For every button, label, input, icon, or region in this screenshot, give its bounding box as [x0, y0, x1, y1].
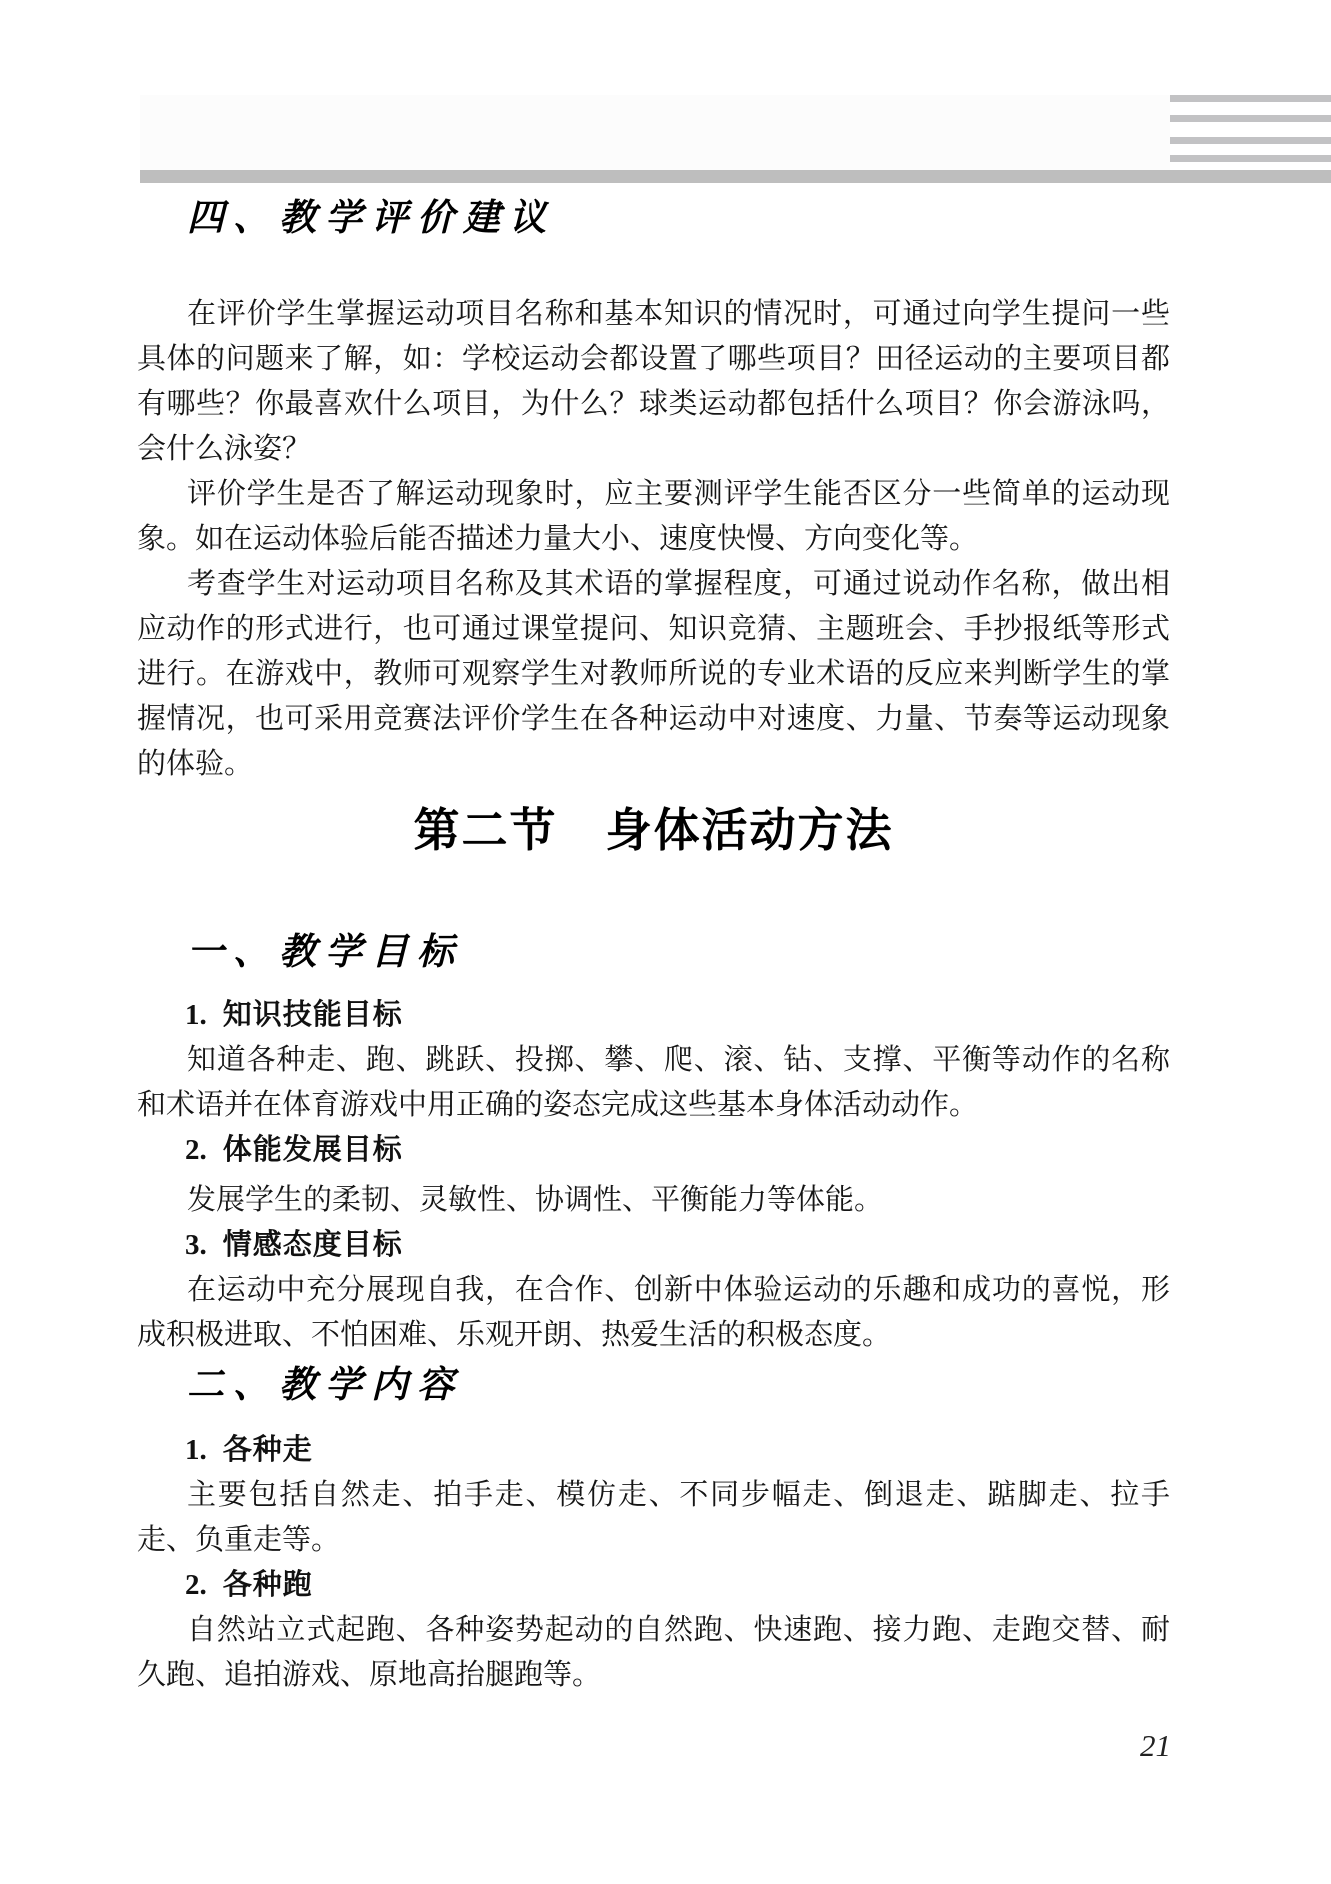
header-stripe: [1170, 95, 1331, 102]
goal-item-title: 知识技能目标: [222, 999, 403, 1031]
page-number: 21: [1140, 1728, 1171, 1763]
goal-item-number: 3.: [185, 1229, 207, 1261]
content-item-heading-2: [137, 1563, 1170, 1608]
evaluation-paragraph-2: 评价学生是否了解运动现象时，应主要测评学生能否区分一些简单的运动现象。如在运动体验后能否描述力量大小、速度快慢、方向变化等。: [137, 478, 1170, 555]
content-column: [137, 0, 1170, 1698]
goal-item-heading-2: [137, 1128, 1170, 1173]
chapter-title: 第二节 身体活动方法: [413, 805, 894, 856]
goal-item-body-3: 在运动中充分展现自我，在合作、创新中体验运动的乐趣和成功的喜悦，形成积极进取、不怕困难、乐观开朗、热爱生活的积极态度。: [137, 1274, 1170, 1351]
goal-item-number: 2.: [185, 1134, 207, 1166]
goal-item-heading-3: [137, 1223, 1170, 1268]
content-item-number: 2.: [185, 1569, 207, 1601]
goal-item-title: 情感态度目标: [222, 1229, 403, 1261]
content-item-body-1: 主要包括自然走、拍手走、模仿走、不同步幅走、倒退走、踮脚走、拉手走、负重走等。: [137, 1479, 1170, 1556]
goal-item-heading-1: [137, 993, 1170, 1038]
goal-item-number: 1.: [185, 999, 207, 1031]
goal-item-body-1: 知道各种走、跑、跳跃、投掷、攀、爬、滚、钻、支撑、平衡等动作的名称和术语并在体育游戏中用正确的姿态完成这些基本身体活动动作。: [137, 1044, 1170, 1121]
content-item-number: 1.: [185, 1434, 207, 1466]
header-stripe: [1170, 155, 1331, 162]
content-item-title: 各种跑: [222, 1569, 313, 1601]
content-item-title: 各种走: [222, 1434, 313, 1466]
evaluation-paragraph-1: 在评价学生掌握运动项目名称和基本知识的情况时，可通过向学生提问一些具体的问题来了解，如：学校运动会都设置了哪些项目？田径运动的主要项目都有哪些？你最喜欢什么项目，为什么？球类运动都包括什么项目？你会游泳吗，会什么泳姿？: [137, 298, 1170, 465]
section-heading-goals: 一、教学目标: [187, 929, 463, 973]
header-stripe: [1170, 115, 1331, 122]
section-heading-evaluation: 四、教学评价建议: [187, 195, 555, 239]
header-stripe: [1170, 137, 1331, 144]
goal-item-body-2: 发展学生的柔韧、灵敏性、协调性、平衡能力等体能。: [187, 1184, 884, 1216]
content-item-heading-1: [137, 1428, 1170, 1473]
goal-item-title: 体能发展目标: [222, 1134, 403, 1166]
evaluation-paragraph-3: 考查学生对运动项目名称及其术语的掌握程度，可通过说动作名称，做出相应动作的形式进行，也可通过课堂提问、知识竞猜、主题班会、手抄报纸等形式进行。在游戏中，教师可观察学生对教师所说的专业术语的反应来判断学生的掌握情况，也可采用竞赛法评价学生在各种运动中对速度、力量、节奏等运动现象的体验。: [137, 568, 1170, 780]
content-item-body-2: 自然站立式起跑、各种姿势起动的自然跑、快速跑、接力跑、走跑交替、耐久跑、追拍游戏、原地高抬腿跑等。: [137, 1614, 1170, 1691]
section-heading-content: 二、教学内容: [187, 1362, 463, 1406]
